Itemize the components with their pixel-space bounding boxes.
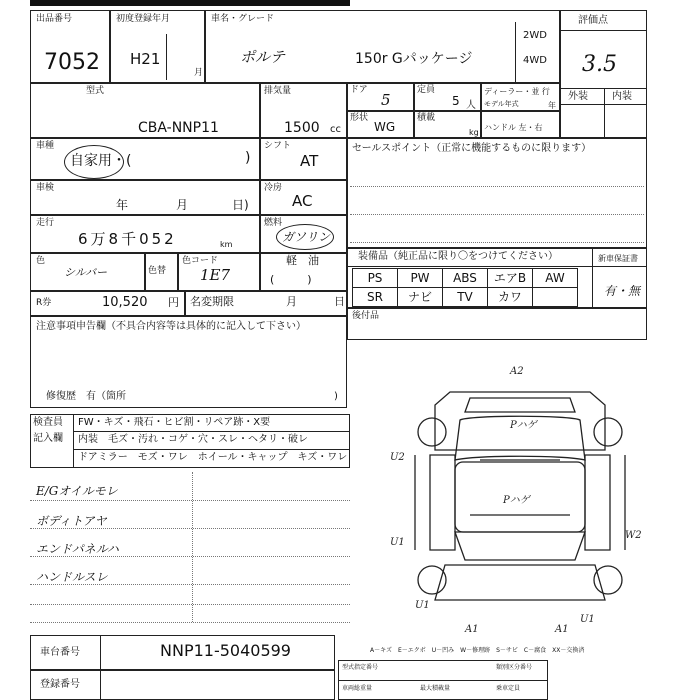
- first-reg-label: 初度登録年月: [116, 14, 171, 24]
- grade: 150r Gパッケージ: [355, 51, 473, 67]
- name-change-label: 名変期限: [190, 295, 234, 308]
- load-unit: kg: [469, 128, 479, 137]
- reg-no-label: 登録番号: [40, 679, 80, 690]
- small-field-3: 車両総重量: [342, 685, 373, 692]
- equip-sr: SR: [352, 287, 398, 307]
- fuel-circle: [276, 224, 334, 250]
- aftermarket-label: 後付品: [352, 311, 380, 321]
- repair-close: ): [334, 391, 338, 402]
- inspection-month: 月: [176, 198, 189, 212]
- mileage-value: 6万8千052: [78, 230, 177, 248]
- model-year-label: モデル年式: [484, 100, 519, 108]
- name-change-day: 日: [334, 295, 345, 308]
- mark-u2-left: U2: [390, 452, 405, 463]
- recycle-value: 10,520: [102, 295, 148, 310]
- equipment-line: [347, 266, 647, 267]
- recycle-unit: 円: [168, 296, 179, 309]
- equip-blank: [532, 287, 578, 307]
- equip-tv: TV: [442, 287, 488, 307]
- dealer-label: ディーラー・並 行: [484, 87, 550, 96]
- equip-aw: AW: [532, 268, 578, 288]
- first-reg-month: 月: [194, 68, 204, 78]
- rating-col-divider: [604, 88, 605, 138]
- displacement-unit: cc: [330, 124, 341, 135]
- mark-pgage-front: Pハゲ: [510, 420, 537, 431]
- repair-label: 修復歴 有（箇所: [46, 391, 126, 402]
- manual-label: 新車保証書: [598, 254, 638, 263]
- exterior-label: 外装: [568, 91, 588, 102]
- car-name: ポルテ: [240, 48, 286, 66]
- small-fields-line: [338, 680, 548, 681]
- svg-text:A2 Pハゲ Pハゲ U2: [390, 366, 645, 635]
- light-oil-label: 軽 油: [286, 254, 319, 267]
- capacity-unit: 人: [466, 100, 476, 111]
- mark-u1-bottom: U1: [580, 614, 595, 625]
- notes-label: 注意事項申告欄（不具合内容等は具体的に記入して下さい）: [36, 321, 306, 332]
- capacity-value: 5: [452, 94, 460, 108]
- note-3: エンドパネルハ: [36, 542, 119, 556]
- diagram-right-side: [585, 455, 610, 550]
- note-1: E/Gオイルモレ: [36, 484, 118, 498]
- shift-label: シフト: [264, 141, 292, 151]
- inspection-year: 年: [116, 198, 129, 212]
- diagram-windshield-top: [465, 398, 575, 412]
- note-line-6: [30, 622, 350, 623]
- aircon-value: AC: [292, 192, 313, 210]
- mark-u1-left: U1: [390, 537, 405, 548]
- check-row-line-2: [73, 449, 350, 450]
- rating-label: 評価点: [578, 15, 608, 26]
- equip-leather: カワ: [487, 287, 533, 307]
- color-change-label: 色替: [148, 266, 167, 276]
- small-field-1: 型式指定番号: [342, 664, 379, 671]
- check-row-2: 内装 毛ズ・汚れ・コゲ・穴・スレ・ヘタリ・破レ: [78, 434, 308, 445]
- car-damage-diagram: [360, 360, 660, 635]
- body-type-value: WG: [374, 120, 396, 134]
- mileage-unit: km: [220, 240, 233, 249]
- model-label: 型式: [86, 86, 105, 96]
- recycle-label: R券: [36, 298, 52, 308]
- mark-a1-right: A1: [555, 624, 569, 635]
- diagram-wheel-rl: [418, 566, 446, 594]
- header-bar: [30, 0, 350, 6]
- note-line-2: [30, 528, 350, 529]
- mark-a2: A2: [510, 366, 524, 377]
- note-line-3: [30, 556, 350, 557]
- use-value: 自家用・(: [70, 153, 132, 169]
- aircon-label: 冷房: [264, 183, 283, 193]
- small-field-2: 類別区分番号: [496, 664, 533, 671]
- check-row-3: ドアミラー モズ・ワレ ホイール・キャップ キズ・ワレ: [78, 452, 348, 463]
- body-type-label: 形状: [350, 113, 369, 123]
- small-field-4: 最大積載量: [420, 685, 451, 692]
- rating-sub-line: [560, 104, 647, 105]
- sales-line-2: [350, 214, 644, 215]
- record-label: 記入欄: [33, 433, 63, 444]
- equip-abs: ABS: [442, 268, 488, 288]
- equip-airbag: エアB: [487, 268, 533, 288]
- shift-value: AT: [300, 152, 319, 170]
- use-close: ): [245, 150, 251, 166]
- use-label: 車種: [36, 141, 55, 151]
- sales-line-3: [350, 242, 644, 243]
- listing-no-label: 出品番号: [36, 14, 73, 24]
- mark-a1-left: A1: [465, 624, 479, 635]
- manual-divider: [592, 248, 593, 308]
- color-label: 色: [36, 256, 46, 266]
- color-code-value: 1E7: [200, 266, 231, 284]
- checker-label: 検査員: [33, 417, 63, 428]
- diagram-wheel-rr: [594, 566, 622, 594]
- frame-no-value: NNP11-5040599: [160, 641, 291, 660]
- mark-w2-right: W2: [625, 530, 642, 541]
- note-2: ボディトアヤ: [36, 514, 107, 528]
- color-value: シルバー: [64, 266, 107, 279]
- damage-legend: A－キズ E－エクボ U－凹み W－修理跡 S－サビ C－腐食 XX－交換済: [370, 647, 585, 654]
- capacity-label: 定員: [417, 85, 436, 95]
- doors-value: 5: [381, 91, 391, 109]
- displacement-value: 1500: [284, 120, 320, 136]
- checker-divider: [73, 414, 74, 468]
- note-line-4: [30, 584, 350, 585]
- first-reg-era: H21: [130, 50, 161, 68]
- diagram-rear-outline: [435, 565, 605, 600]
- equip-navi: ナビ: [397, 287, 443, 307]
- light-oil-paren: ( ): [270, 273, 312, 286]
- mark-u1-bottom-left: U1: [415, 600, 430, 611]
- interior-label: 内装: [612, 91, 632, 102]
- load-label: 積載: [417, 113, 436, 123]
- diagram-wheel-fl: [418, 418, 446, 446]
- equip-pw: PW: [397, 268, 443, 288]
- frame-no-label: 車台番号: [40, 647, 80, 658]
- doors-label: ドア: [350, 85, 368, 95]
- small-field-5: 乗車定員: [496, 685, 521, 692]
- diagram-wheel-fr: [594, 418, 622, 446]
- drive-2wd: 2WD: [523, 30, 547, 41]
- use-circle: [64, 145, 124, 179]
- listing-no: 7052: [44, 50, 100, 75]
- rating-value: 3.5: [582, 52, 617, 77]
- note-col-divider: [192, 472, 194, 622]
- name-grade-label: 車名・グレード: [211, 14, 275, 24]
- mark-pgage-roof: Pハゲ: [503, 495, 530, 506]
- handle-label: ハンドル 左・右: [484, 123, 543, 132]
- manual-value: 有・無: [604, 284, 641, 298]
- equipment-label: 装備品（純正品に限り〇をつけてください）: [358, 251, 558, 262]
- sales-line-1: [350, 186, 644, 187]
- sales-point-box: [347, 138, 647, 248]
- mileage-label: 走行: [36, 218, 55, 228]
- equip-ps: PS: [352, 268, 398, 288]
- inspection-box: [30, 180, 260, 215]
- fuel-label: 燃料: [264, 218, 283, 228]
- inspection-label: 車検: [36, 183, 55, 193]
- fuel-value: ガソリン: [282, 230, 331, 244]
- model-year-unit: 年: [548, 101, 556, 110]
- diagram-rear-glass: [455, 532, 585, 560]
- displacement-label: 排気量: [264, 86, 292, 96]
- inspection-day: 日): [232, 198, 249, 212]
- note-4: ハンドルスレ: [36, 570, 108, 584]
- check-row-1: FW・キズ・飛石・ヒビ割・リペア跡・X要: [78, 417, 271, 428]
- rating-label-line: [560, 30, 647, 31]
- first-reg-divider: [166, 34, 167, 80]
- drive-divider: [515, 22, 516, 83]
- model-code: CBA-NNP11: [138, 120, 219, 136]
- check-row-line-1: [73, 431, 350, 432]
- note-line-5: [30, 604, 350, 605]
- color-code-label: 色コード: [182, 256, 219, 266]
- drive-4wd: 4WD: [523, 55, 547, 66]
- name-change-month: 月: [286, 295, 297, 308]
- aftermarket-box: [347, 308, 647, 340]
- diagram-left-side: [430, 455, 455, 550]
- sales-point-label: セールスポイント（正常に機能するものに限ります）: [352, 143, 592, 154]
- note-line-1: [30, 500, 350, 501]
